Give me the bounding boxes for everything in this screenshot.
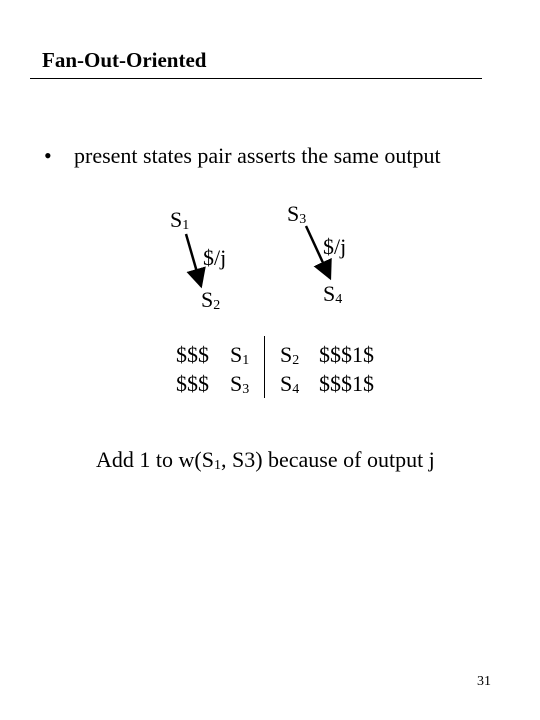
state-s1: [170, 207, 189, 233]
table-row-1-state-letter: S: [230, 342, 243, 367]
table-row-1-next-subscript: 2: [292, 353, 300, 368]
state-s2-subscript: 2: [213, 298, 221, 313]
weight-note-suffix: , S3) because of output j: [220, 447, 435, 472]
state-s1-letter: S: [170, 207, 183, 232]
state-s4-letter: S: [323, 281, 336, 306]
slide-title: Fan-Out-Oriented: [42, 48, 207, 72]
weight-note-prefix: Add 1 to w(S: [96, 447, 214, 472]
table-row-2-input: $$$: [176, 371, 209, 396]
state-s3-subscript: 3: [299, 212, 307, 227]
state-s2: [201, 287, 220, 313]
table-row-2-output: $$$1$: [319, 371, 374, 396]
table-row-2-state-subscript: 3: [242, 382, 250, 397]
table-row-2-next-letter: S: [280, 371, 293, 396]
state-s2-letter: S: [201, 287, 214, 312]
table-row-2-next: [280, 371, 299, 397]
edge-label-right: $/j: [323, 234, 347, 259]
state-s3: [287, 201, 306, 227]
table-row-1-state: [230, 342, 249, 368]
table-row-2-state-letter: S: [230, 371, 243, 396]
arrow-s1-s2: [186, 234, 201, 286]
state-s4: [323, 281, 342, 307]
edge-label-left: $/j: [203, 245, 227, 270]
table-row-2-state: [230, 371, 249, 397]
table-row-1-output: $$$1$: [319, 342, 374, 367]
state-s1-subscript: 1: [182, 218, 190, 233]
table-row-1-state-subscript: 1: [242, 353, 250, 368]
table-row-1-next: [280, 342, 299, 368]
table-row-1-next-letter: S: [280, 342, 293, 367]
weight-note: [96, 447, 435, 473]
bullet-marker: •: [44, 143, 52, 168]
bullet-text: present states pair asserts the same output: [74, 143, 441, 168]
page-number: 31: [477, 674, 491, 689]
table-row-1-input: $$$: [176, 342, 209, 367]
state-s3-letter: S: [287, 201, 300, 226]
weight-note-subscript: 1: [213, 458, 221, 473]
table-row-2-next-subscript: 4: [292, 382, 300, 397]
table-divider: [264, 336, 265, 398]
state-s4-subscript: 4: [335, 292, 343, 307]
